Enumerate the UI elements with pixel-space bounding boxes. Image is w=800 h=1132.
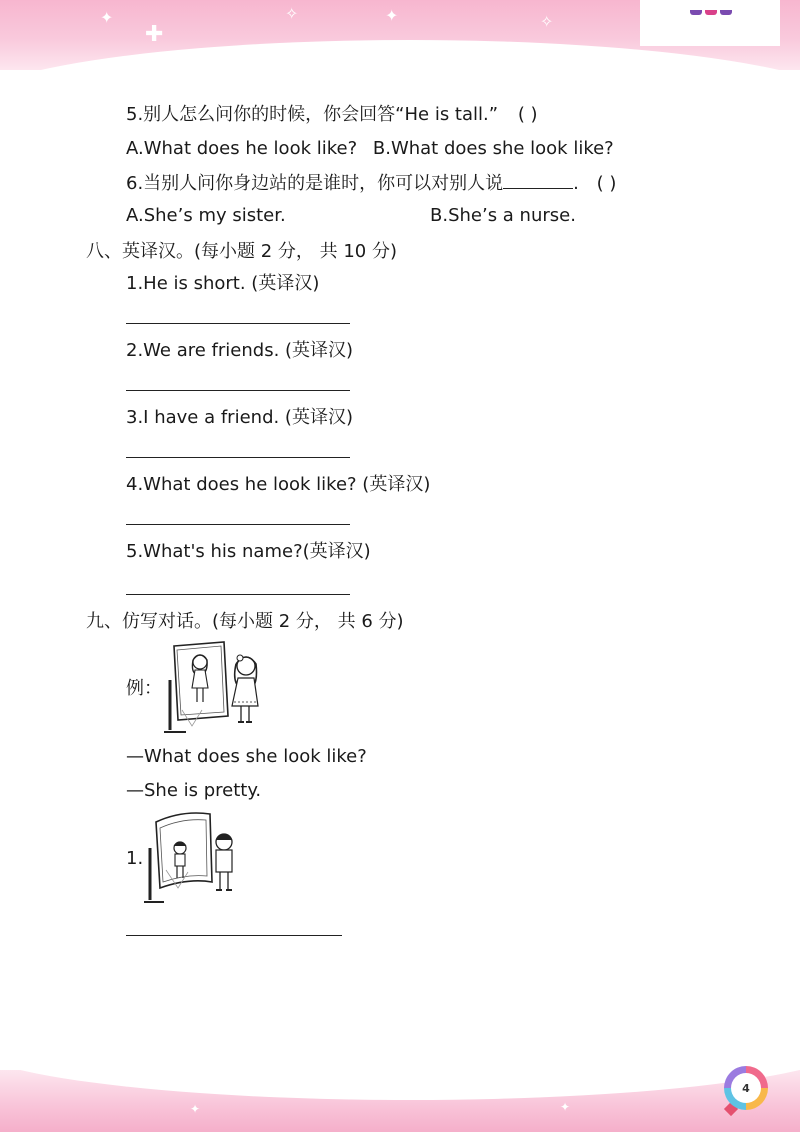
s8-item-5: 5.What's his name?(英译汉) xyxy=(126,541,371,562)
q6-line xyxy=(126,172,616,195)
s8-answer-line-3[interactable] xyxy=(126,457,350,458)
q6-period: . xyxy=(573,173,579,194)
page-number: 4 xyxy=(731,1073,761,1103)
example-label: 例： xyxy=(126,678,162,699)
q6-stem: 6.当别人问你身边站的是谁时，你可以对别人说 xyxy=(126,173,504,194)
s8-item-2: 2.We are friends. (英译汉) xyxy=(126,340,354,361)
q5-line xyxy=(126,104,538,126)
section9-title: 九、仿写对话。(每小题 2 分， 共 6 分) xyxy=(86,611,404,632)
header-color-marks xyxy=(690,0,750,6)
star-icon: ✦ xyxy=(190,1102,201,1116)
star-icon: ✦ xyxy=(560,1100,571,1114)
section8-title: 八、英译汉。(每小题 2 分， 共 10 分) xyxy=(86,241,398,262)
girl-mirror-illustration xyxy=(162,640,266,736)
q6-answer-blank xyxy=(503,172,573,189)
header-corner-box xyxy=(640,0,780,46)
s8-item-1: 1.He is short. (英译汉) xyxy=(126,273,320,294)
s9-item-1-label: 1. xyxy=(126,848,144,869)
q5-option-a: A.What does he look like? xyxy=(126,138,358,159)
q6-option-a: A.She’s my sister. xyxy=(126,205,286,226)
page-number-badge xyxy=(724,1066,768,1110)
star-icon: ✦ xyxy=(385,6,399,25)
star-icon: ✦ xyxy=(100,8,114,27)
s8-answer-line-4[interactable] xyxy=(126,524,350,525)
plus-icon: ✚ xyxy=(145,22,164,47)
s8-answer-line-5[interactable] xyxy=(126,594,350,595)
q6-option-b: B.She’s a nurse. xyxy=(430,205,576,226)
q5-option-b: B.What does she look like? xyxy=(372,138,614,159)
boy-mirror-illustration xyxy=(142,808,242,908)
s8-answer-line-1[interactable] xyxy=(126,323,350,324)
s8-item-4: 4.What does he look like? (英译汉) xyxy=(126,474,431,495)
example-answer: —She is pretty. xyxy=(126,780,262,801)
s9-answer-line-1[interactable] xyxy=(126,935,342,936)
q5-stem: 5.别人怎么问你的时候，你会回答“He is tall.” xyxy=(126,104,499,125)
s8-item-3: 3.I have a friend. (英译汉) xyxy=(126,407,353,428)
sparkle-icon: ✧ xyxy=(285,4,299,23)
q6-answer-paren: ( ) xyxy=(596,173,617,194)
s8-answer-line-2[interactable] xyxy=(126,390,350,391)
q5-options xyxy=(126,138,614,160)
q5-answer-paren: ( ) xyxy=(517,104,538,125)
sparkle-icon: ✧ xyxy=(540,12,554,31)
example-question: —What does she look like? xyxy=(126,746,367,767)
